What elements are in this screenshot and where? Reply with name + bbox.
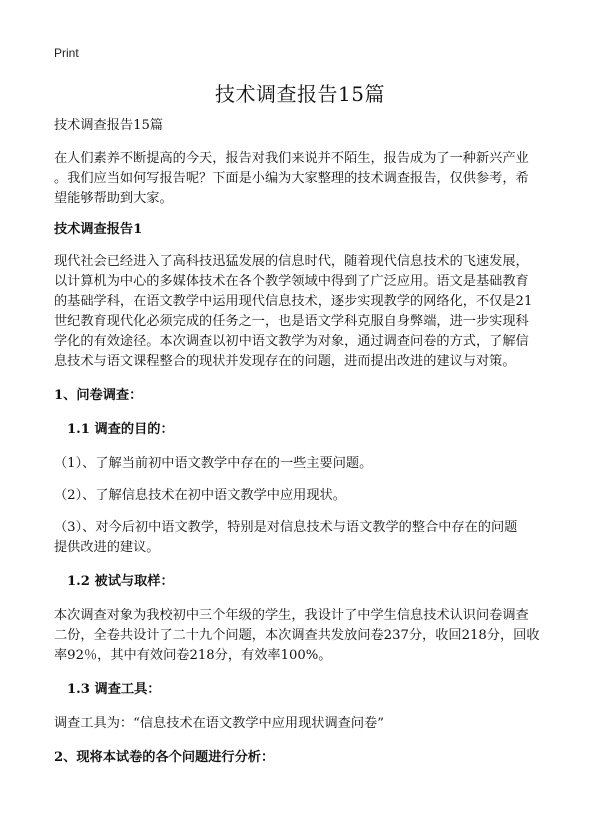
purpose-item-line: （2）、了解信息技术在初中语文教学中应用现状。 (54, 488, 346, 503)
purpose-item (54, 454, 550, 474)
purpose-subheading: 1.1 调查的目的： (67, 422, 174, 437)
tool-subheading: 1.3 调查工具： (67, 682, 161, 697)
paragraph-line: 世纪教育现代化必须完成的任务之一，也是语文学科克服自身弊端，进一步实现科 (54, 314, 529, 329)
intro-paragraph (54, 149, 550, 209)
section-heading: 技术调查报告1 (54, 222, 143, 237)
purpose-item (54, 486, 550, 506)
analysis-heading: 2、现将本试卷的各个问题进行分析： (54, 750, 275, 765)
sample-paragraph (54, 606, 550, 666)
document-subtitle: 技术调查报告15篇 (54, 118, 164, 133)
paragraph-line: 的基础学科，在语文教学中运用现代信息技术，逐步实现教学的网络化，不仅是21 (54, 294, 533, 309)
paragraph-line: 息技术与语文课程整合的现状并发现存在的问题，进而提出改进的建议与对策。 (54, 354, 516, 369)
paragraph-line: 以计算机为中心的多媒体技术在各个教学领域中得到了广泛应用。语文是基础教育 (54, 274, 529, 289)
intro-line: 。我们应当如何写报告呢？下面是小编为大家整理的技术调查报告，仅供参考，希 (54, 171, 529, 186)
print-link[interactable]: Print (54, 46, 79, 60)
paragraph-line: 学化的有效途径。本次调查以初中语文教学为对象，通过调查问卷的方式，了解信 (54, 334, 529, 349)
purpose-item-line: （1）、了解当前初中语文教学中存在的一些主要问题。 (54, 456, 373, 471)
purpose-item-line: 提供改进的建议。 (54, 540, 160, 555)
document-body (54, 116, 550, 768)
intro-line: 望能够帮助到大家。 (54, 191, 173, 206)
paragraph-line: 本次调查对象为我校初中三个年级的学生，我设计了中学生信息技术认识问卷调查 (54, 608, 529, 623)
intro-line: 在人们素养不断提高的今天，报告对我们来说并不陌生，报告成为了一种新兴产业 (54, 151, 529, 166)
section1-paragraph (54, 252, 550, 372)
paragraph-line: 率92％，其中有效问卷218分，有效率100%。 (54, 648, 332, 663)
page-title: 技术调查报告15篇 (215, 82, 385, 106)
sample-subheading: 1.2 被试与取样： (67, 574, 174, 589)
survey-heading: 1、问卷调查： (54, 388, 143, 403)
paragraph-line: 现代社会已经进入了高科技迅猛发展的信息时代，随着现代信息技术的飞速发展， (54, 254, 529, 269)
purpose-item (54, 518, 550, 558)
tool-line: 调查工具为：“信息技术在语文教学中应用现状调查问卷” (54, 716, 384, 731)
purpose-item-line: （3）、对今后初中语文教学，特别是对信息技术与语文教学的整合中存在的问题 (54, 520, 518, 535)
paragraph-line: 二份，全卷共设计了二十九个问题，本次调查共发放问卷237分，收回218分，回收 (54, 628, 540, 643)
